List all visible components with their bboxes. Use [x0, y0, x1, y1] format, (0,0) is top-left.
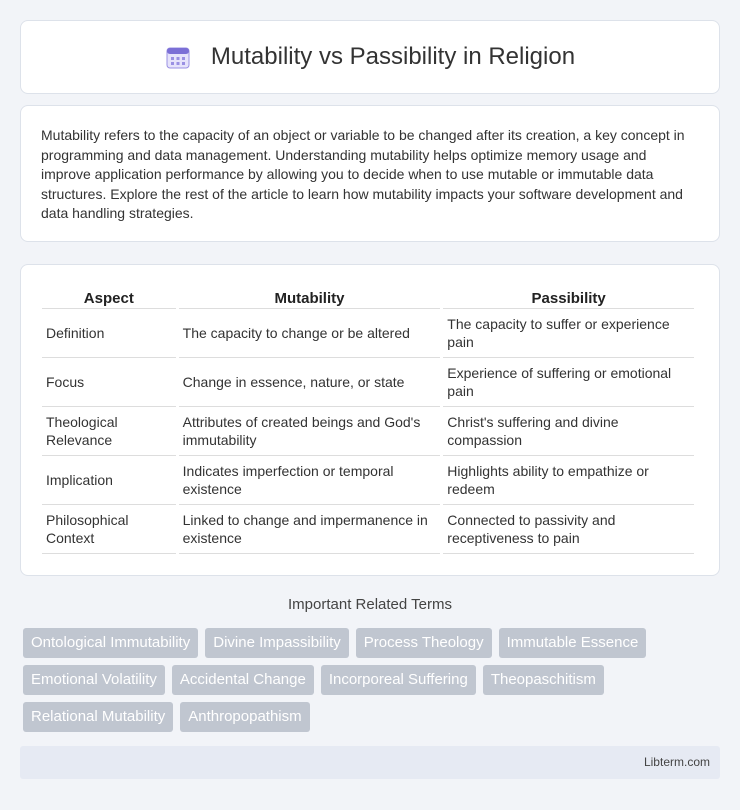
header-aspect: Aspect [42, 285, 176, 309]
related-term-tag[interactable]: Immutable Essence [499, 628, 647, 658]
table-row [42, 456, 694, 505]
related-term-tag[interactable]: Process Theology [356, 628, 492, 658]
table-header-row [42, 285, 694, 309]
table-cell: Highlights ability to empathize or redeem [443, 456, 694, 505]
comparison-card [20, 264, 720, 576]
related-term-tag[interactable]: Theopaschitism [483, 665, 604, 695]
related-term-tag[interactable]: Accidental Change [172, 665, 314, 695]
table-cell: Focus [42, 358, 176, 407]
table-row [42, 505, 694, 554]
related-term-tag[interactable]: Incorporeal Suffering [321, 665, 476, 695]
related-term-tag[interactable]: Anthropopathism [180, 702, 309, 732]
table-cell: Implication [42, 456, 176, 505]
table-cell: The capacity to change or be altered [179, 309, 441, 358]
footer-site-link[interactable]: Libterm.com [643, 755, 710, 769]
table-row [42, 309, 694, 358]
table-cell: Philosophical Context [42, 505, 176, 554]
table-cell: Experience of suffering or emotional pain [443, 358, 694, 407]
table-cell: Attributes of created beings and God's immutability [179, 407, 441, 456]
page-title: Mutability vs Passibility in Religion [210, 43, 576, 70]
table-cell: Indicates imperfection or temporal existence [179, 456, 441, 505]
related-terms-list [23, 628, 723, 732]
related-term-tag[interactable]: Ontological Immutability [23, 628, 198, 658]
title-card [20, 20, 720, 94]
table-row [42, 358, 694, 407]
calendar-icon [165, 44, 191, 70]
table-cell: Connected to passivity and receptiveness to pain [443, 505, 694, 554]
related-term-tag[interactable]: Relational Mutability [23, 702, 173, 732]
related-term-tag[interactable]: Divine Impassibility [205, 628, 349, 658]
related-terms-heading: Important Related Terms [288, 596, 452, 613]
table-cell: Theological Relevance [42, 407, 176, 456]
header-mutability: Mutability [179, 285, 441, 309]
header-passibility: Passibility [443, 285, 694, 309]
table-cell: Change in essence, nature, or state [179, 358, 441, 407]
table-cell: Christ's suffering and divine compassion [443, 407, 694, 456]
comparison-table [39, 285, 697, 554]
table-row [42, 407, 694, 456]
intro-text: Mutability refers to the capacity of an object or variable to be changed after its creation, a key concept in programming and data management. Understanding mutability helps optimize memory usage and improve application performance by allowing you to decide when to use mutable or immutable data structures. Explore the rest of the article to learn how mutability impacts your software development and data handling strategies. [41, 127, 685, 221]
intro-card [20, 105, 720, 242]
table-cell: Linked to change and impermanence in existence [179, 505, 441, 554]
footer [20, 746, 720, 779]
related-term-tag[interactable]: Emotional Volatility [23, 665, 165, 695]
table-cell: Definition [42, 309, 176, 358]
table-cell: The capacity to suffer or experience pain [443, 309, 694, 358]
